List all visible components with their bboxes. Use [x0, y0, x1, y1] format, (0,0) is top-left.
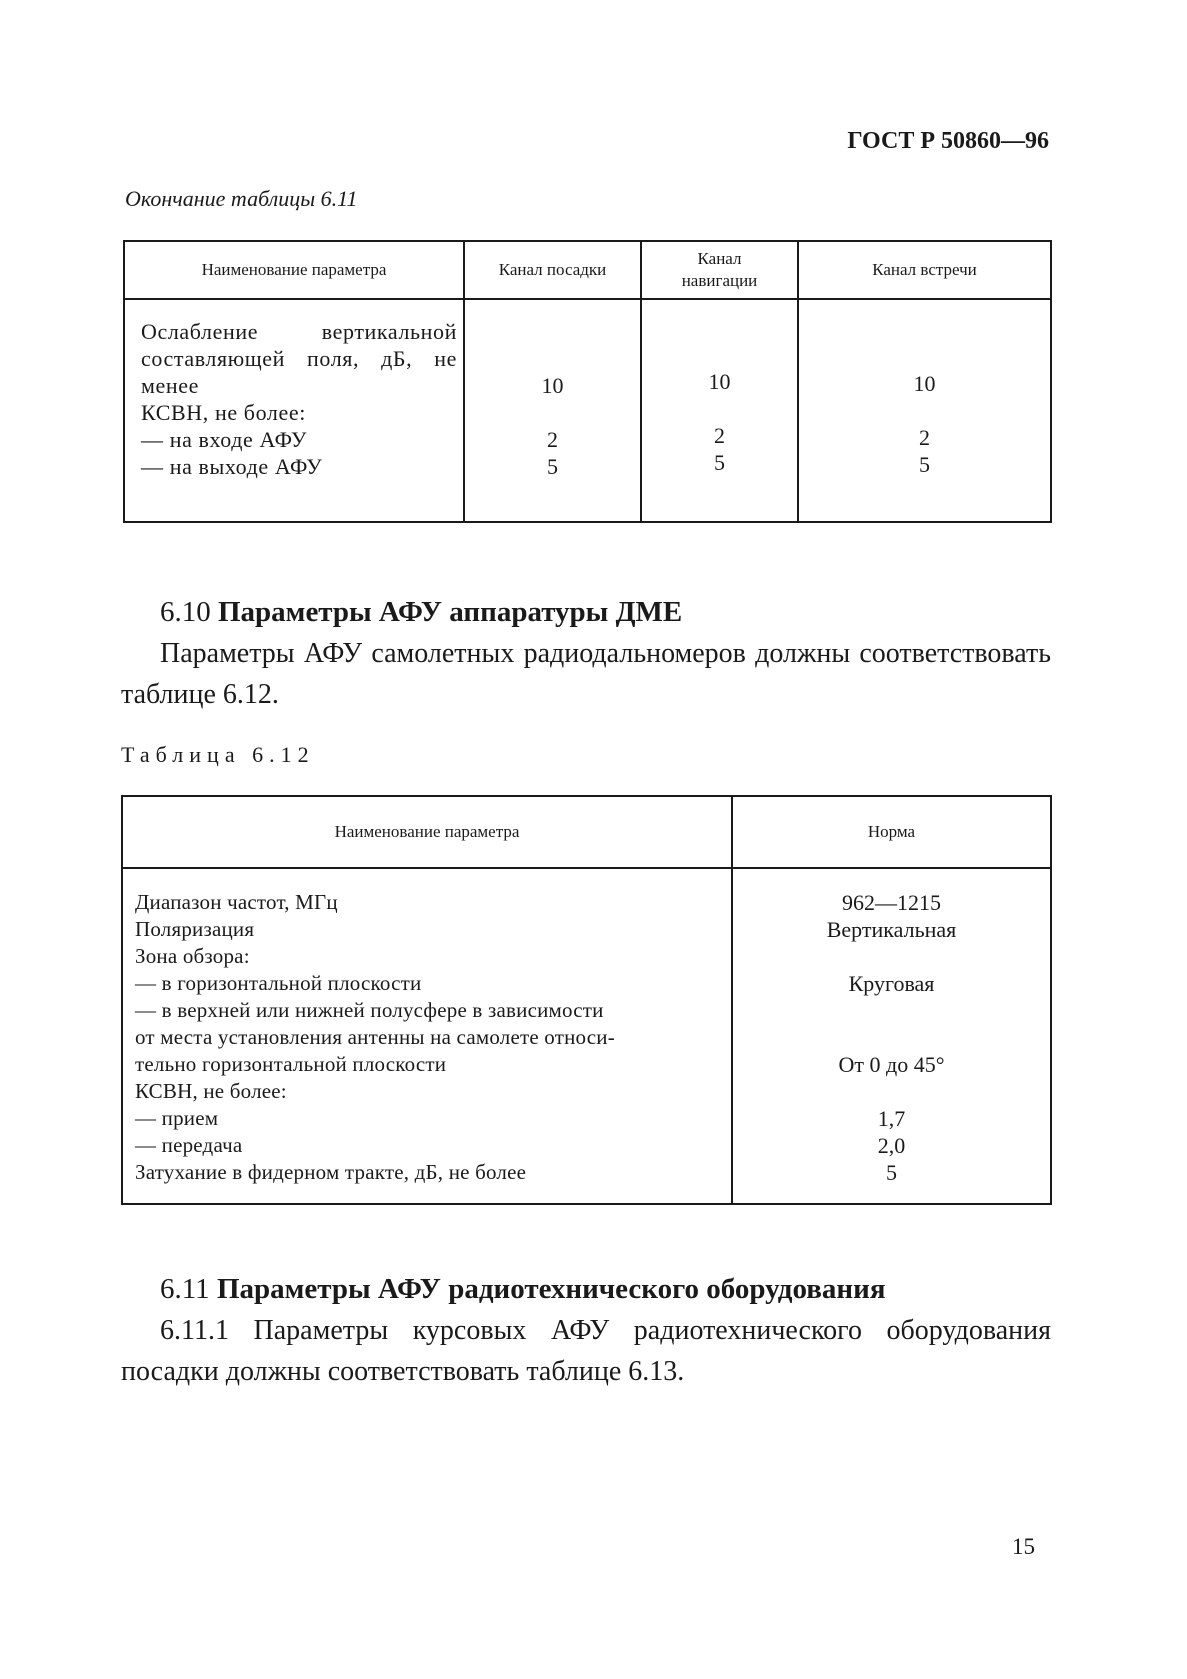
value-cell: 10	[708, 369, 731, 394]
navigation-values	[642, 300, 797, 476]
parameter-line: КСВН, не более:	[135, 1079, 287, 1103]
parameter-line: — прием	[135, 1106, 219, 1130]
parameter-line: — на выходе АФУ	[141, 454, 323, 479]
value-cell: 5	[919, 452, 930, 477]
value-cell: 10	[541, 373, 564, 398]
parameter-line: составляющей поля, дБ, не	[141, 346, 457, 371]
section-6-10-paragraph: Параметры АФУ самолетных радиодальномеров должны соответствовать таблице 6.12.	[121, 638, 1051, 710]
value-cell: 2	[714, 423, 725, 448]
page-number: 15	[1012, 1534, 1035, 1559]
value-cell	[642, 395, 797, 422]
section-number: 6.10	[160, 596, 211, 628]
value-cell	[465, 318, 640, 345]
header-navigation-channel: Канал навигации	[641, 241, 798, 299]
header-meeting-channel: Канал встречи	[798, 241, 1051, 299]
parameter-line: Ослабление вертикальной	[141, 319, 457, 344]
section-number: 6.11	[160, 1273, 210, 1305]
value-cell	[799, 343, 1050, 370]
value-cell: 5	[714, 450, 725, 475]
value-cell	[465, 399, 640, 426]
value-cell: 2	[547, 427, 558, 452]
value-cell: 2	[919, 425, 930, 450]
parameter-list	[125, 300, 463, 480]
parameter-line: Затухание в фидерном тракте, дБ, не более	[135, 1160, 527, 1184]
value-cell: 10	[913, 371, 936, 396]
table-6-11	[123, 240, 1052, 523]
norm-value	[733, 1024, 1050, 1051]
norm-value: 1,7	[877, 1106, 906, 1131]
parameter-line: — в горизонтальной плоскости	[135, 971, 422, 995]
table-continuation-caption: Окончание таблицы 6.11	[125, 186, 358, 211]
section-title: Параметры АФУ аппаратуры ДМЕ	[218, 596, 683, 628]
value-cell	[799, 316, 1050, 343]
parameter-list	[123, 869, 731, 1186]
value-cell	[642, 341, 797, 368]
section-6-10-heading	[160, 595, 682, 629]
parameter-line: от места установления антенны на самолете относи-	[135, 1025, 615, 1049]
parameter-line: — на входе АФУ	[141, 427, 308, 452]
norm-value: 962—1215	[842, 890, 941, 915]
norm-value	[733, 997, 1050, 1024]
value-cell	[465, 345, 640, 372]
norm-value	[733, 1078, 1050, 1105]
parameter-line: КСВН, не более:	[141, 400, 306, 425]
landing-values	[465, 300, 640, 480]
parameter-line: Зона обзора:	[135, 944, 250, 968]
header-parameter-name: Наименование параметра	[122, 796, 732, 868]
parameter-line: менее	[141, 373, 199, 398]
value-cell	[799, 397, 1050, 424]
norm-value: От 0 до 45°	[838, 1052, 945, 1077]
table-6-12	[121, 795, 1052, 1205]
parameter-line: — в верхней или нижней полусфере в зависимости	[135, 998, 604, 1022]
document-code: ГОСТ Р 50860—96	[847, 128, 1049, 154]
value-cell	[642, 314, 797, 341]
parameter-line: Диапазон частот, МГц	[135, 890, 338, 914]
parameter-line: Поляризация	[135, 917, 255, 941]
section-title: Параметры АФУ радиотехнического оборудования	[216, 1273, 886, 1305]
table-6-12-label: Таблица 6.12	[121, 742, 315, 767]
header-parameter-name: Наименование параметра	[124, 241, 464, 299]
parameter-line: тельно горизонтальной плоскости	[135, 1052, 447, 1076]
norm-values	[733, 869, 1050, 1186]
section-6-11-1-paragraph: 6.11.1 Параметры курсовых АФУ радиотехнического оборудования посадки должны соответствовать таблице 6.13.	[121, 1315, 1051, 1387]
norm-value: 2,0	[877, 1133, 906, 1158]
parameter-line: — передача	[135, 1133, 243, 1157]
section-6-11-heading	[160, 1272, 886, 1306]
norm-value: 5	[886, 1160, 897, 1185]
meeting-values	[799, 300, 1050, 478]
norm-value	[733, 943, 1050, 970]
header-landing-channel: Канал посадки	[464, 241, 641, 299]
norm-value: Вертикальная	[826, 917, 957, 942]
header-norm: Норма	[732, 796, 1051, 868]
value-cell: 5	[547, 454, 558, 479]
norm-value: Круговая	[848, 971, 935, 996]
